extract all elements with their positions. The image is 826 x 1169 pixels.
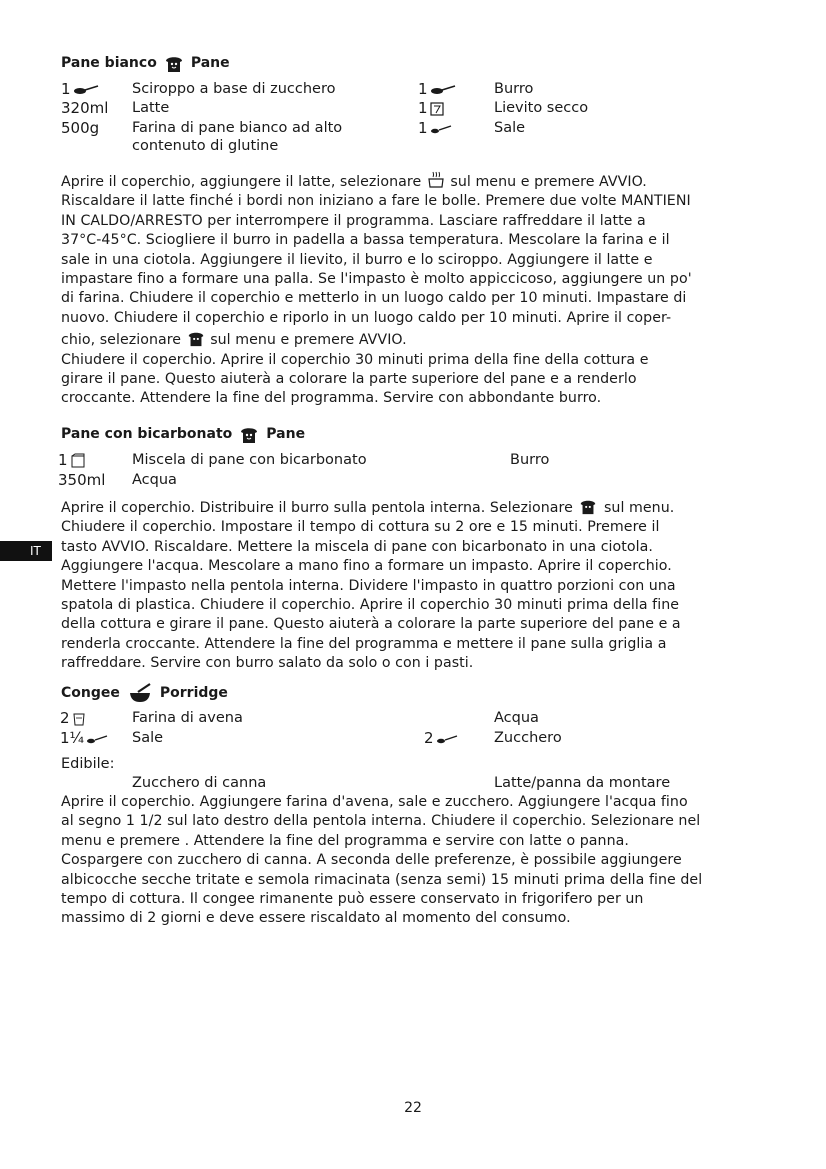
ingredient-qty: 1 — [58, 451, 86, 470]
yeast-packet-icon — [430, 102, 444, 116]
porridge-bowl-icon — [126, 682, 154, 704]
spoon-icon — [436, 734, 458, 744]
ingredient-qty: 2 — [424, 729, 458, 748]
program-name: Pane — [266, 426, 306, 442]
ingredient-name: Acqua — [494, 710, 539, 726]
ingredient-name: Latte — [132, 100, 170, 116]
edible-item: Zucchero di canna — [132, 775, 267, 791]
packet-icon — [70, 453, 86, 469]
bread-icon — [163, 52, 185, 74]
ingredient-qty: 1¼ — [60, 729, 108, 748]
language-tab: IT — [0, 541, 52, 561]
edible-label: Edibile: — [61, 756, 115, 772]
ingredient-qty: 1 — [418, 119, 452, 138]
spoon-icon — [86, 734, 108, 744]
spoon-icon — [430, 85, 456, 95]
program-name: Porridge — [159, 685, 228, 701]
ingredient-name: Lievito secco — [494, 100, 589, 116]
ingredient-qty: 320ml — [61, 99, 109, 117]
ingredient-qty: 500g — [61, 119, 100, 137]
ingredient-name-cont: contenuto di glutine — [132, 138, 279, 154]
ingredient-name: Farina di pane bianco ad alto — [132, 120, 343, 136]
ingredient-qty: 1 — [418, 99, 444, 118]
ingredient-qty: 1 — [61, 80, 99, 99]
bread-icon — [238, 423, 260, 445]
ingredient-name: Sale — [132, 730, 164, 746]
ingredient-name: Burro — [494, 81, 534, 97]
page-number: 22 — [404, 1100, 422, 1116]
recipe-title: Congee — [61, 685, 120, 701]
bread-icon — [577, 496, 599, 516]
recipe-instructions: Aprire il coperchio. Aggiungere farina d'avena, sale e zucchero. Aggiungere l'acqua fino al segno 1 1/2 sul lato destro della pentola interna. Chiudere il coperchio. Selezionare nel menu e premere . Attendere la fine del programma e servire con latte o panna. Cospargere con zucchero di canna. A seconda delle preferenze, è possibile aggiungere albicocche secche tritate e semola rimacinata (senza semi) 15 minuti prima della fine del tempo di cottura. Il congee rimanente può essere conservato in frigorifero per un massimo di 2 giorni e deve essere riscaldato al momento del consumo. — [61, 794, 703, 927]
ingredient-qty: 2 — [60, 709, 86, 728]
section-title-pane-bianco — [61, 52, 230, 74]
pot-icon — [426, 170, 446, 190]
section-title-pane-bicarbonato — [61, 423, 305, 445]
recipe-title: Pane con bicarbonato — [61, 426, 233, 442]
spoon-icon — [73, 85, 99, 95]
recipe-instructions: Aprire il coperchio. Distribuire il burro sulla pentola interna. Selezionare sul menu. Chiudere il coperchio. Impostare il tempo di cottura su 2 ore e 15 minuti. Premere il tasto AVVIO. Riscaldare. Mettere la miscela di pane con bicarbonato in una ciotola. Aggiungere l'acqua. Mescolare a mano fino a formare un impasto. Aprire il coperchio. Mettere l'impasto nella pentola interna. Dividere l'impasto in quattro porzioni con una spatola di plastica. Chiudere il coperchio. Aprire il coperchio 30 minuti prima della fine della cottura e girare il pane. Questo aiuterà a colorare la parte superiore del pane e a renderla croccante. Attendere la fine del programma e mettere il pane sulla griglia a raffreddare. Servire con burro salato da solo o con i pasti. — [61, 496, 767, 674]
ingredient-name: Farina di avena — [132, 710, 243, 726]
recipe-instructions: Aprire il coperchio, aggiungere il latte, selezionare sul menu e premere AVVIO. Riscaldare il latte finché i bordi non iniziano a fare le bolle. Premere due volte MANTIENI IN CALDO/ARRESTO per interrompere il programma. Lasciare raffreddare il latte a 37°C-45°C. Sciogliere il burro in padella a bassa temperatura. Mescolare la farina e il sale in una ciotola. Aggiungere il lievito, il burro e lo sciroppo. Aggiungere il latte e impastare fino a formare una palla. Se l'impasto è molto appiccicoso, aggiungere un po' di farina. Chiudere il coperchio e metterlo in un luogo caldo per 10 minuti. Impastare di nuovo. Chiudere il coperchio e riporlo in un luogo caldo per 10 minuti. Aprire il coper- chio, selezionare sul menu e premere AVVIO. Chiudere il coperchio. Aprire il coperchio 30 minuti prima della fine della cottura e girare il pane. Questo aiuterà a colorare la parte superiore del pane e a renderlo croccante. Attendere la fine del programma. Servire con abbondante burro. — [61, 170, 767, 409]
ingredient-name: Zucchero — [494, 730, 562, 746]
ingredient-name: Sale — [494, 120, 526, 136]
spoon-icon — [430, 124, 452, 134]
cup-icon — [72, 712, 86, 726]
program-name: Pane — [190, 55, 230, 71]
ingredient-qty: 350ml — [58, 471, 106, 489]
ingredient-name: Burro — [510, 452, 550, 468]
edible-item: Latte/panna da montare — [494, 775, 671, 791]
ingredient-name: Miscela di pane con bicarbonato — [132, 452, 367, 468]
ingredient-qty: 1 — [418, 80, 456, 99]
recipe-title: Pane bianco — [61, 55, 157, 71]
ingredient-name: Acqua — [132, 472, 177, 488]
bread-icon — [186, 328, 206, 348]
section-title-congee — [61, 682, 228, 704]
ingredient-name: Sciroppo a base di zucchero — [132, 81, 336, 97]
